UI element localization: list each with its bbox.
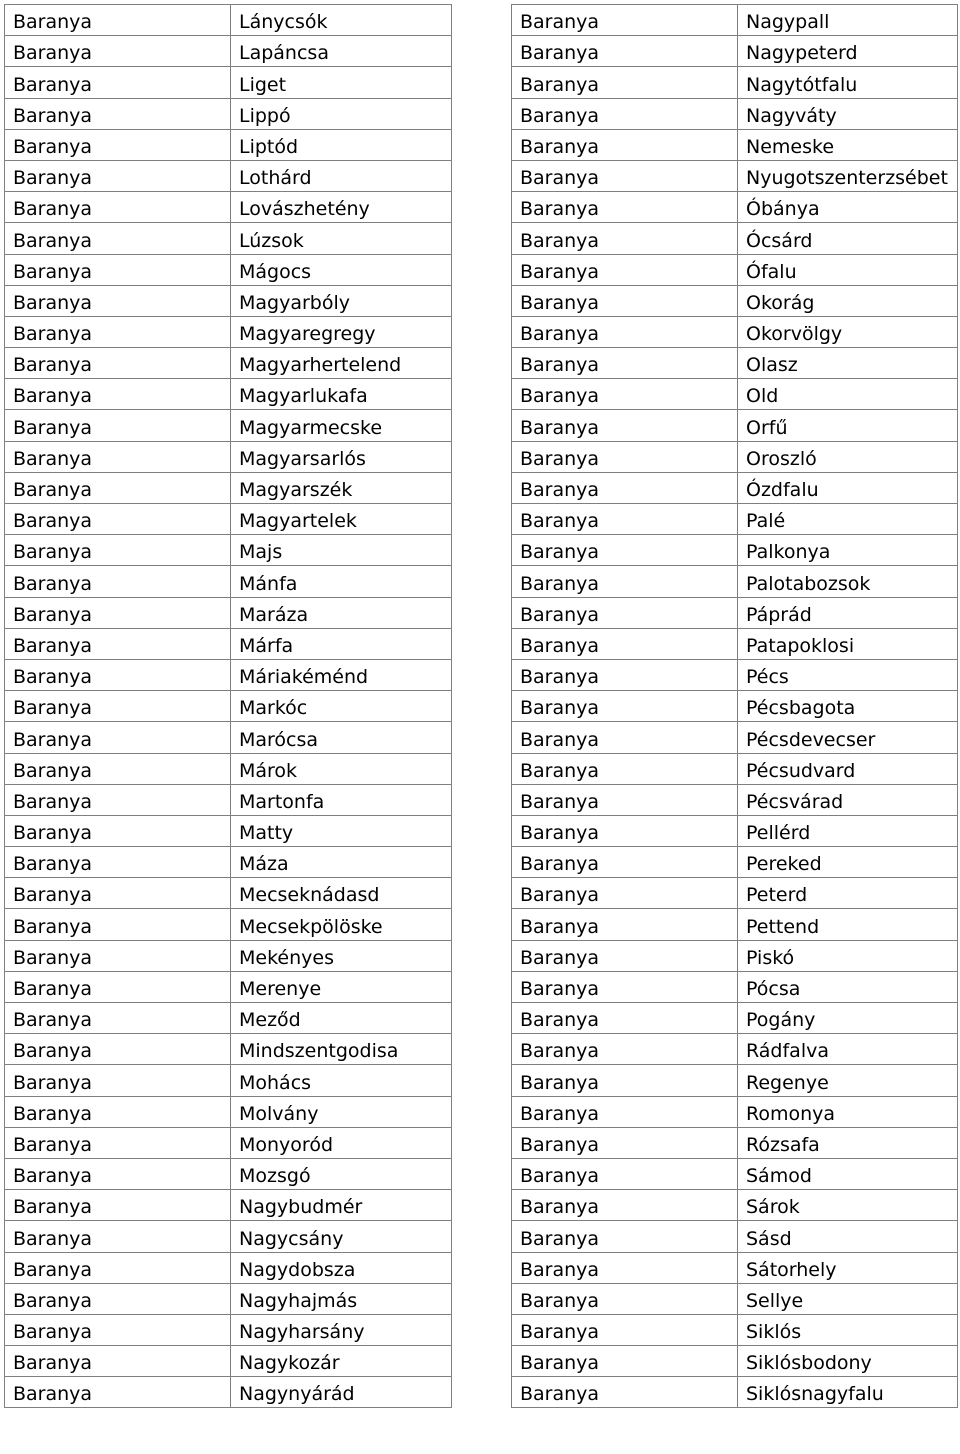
county-cell: Baranya xyxy=(512,1065,738,1096)
county-cell: Baranya xyxy=(5,160,231,191)
settlement-cell: Pereked xyxy=(738,847,958,878)
settlement-cell: Olasz xyxy=(738,348,958,379)
table-row xyxy=(5,504,452,535)
settlement-cell: Palkonya xyxy=(738,535,958,566)
settlement-cell: Lapáncsa xyxy=(231,36,452,67)
county-cell: Baranya xyxy=(512,472,738,503)
table-row xyxy=(512,285,958,316)
settlement-cell: Siklós xyxy=(738,1314,958,1345)
settlement-cell: Nagytótfalu xyxy=(738,67,958,98)
county-cell: Baranya xyxy=(5,535,231,566)
table-row xyxy=(5,316,452,347)
settlement-cell: Pettend xyxy=(738,909,958,940)
county-cell: Baranya xyxy=(5,566,231,597)
settlement-cell: Lippó xyxy=(231,98,452,129)
table-row xyxy=(5,36,452,67)
settlement-cell: Mozsgó xyxy=(231,1158,452,1189)
table-row xyxy=(5,847,452,878)
table-row xyxy=(5,1283,452,1314)
county-cell: Baranya xyxy=(512,784,738,815)
settlement-cell: Markóc xyxy=(231,691,452,722)
county-cell: Baranya xyxy=(512,1190,738,1221)
county-cell: Baranya xyxy=(512,566,738,597)
county-cell: Baranya xyxy=(512,691,738,722)
settlement-cell: Molvány xyxy=(231,1096,452,1127)
settlement-cell: Patapoklosi xyxy=(738,628,958,659)
county-cell: Baranya xyxy=(5,1096,231,1127)
table-row xyxy=(512,1190,958,1221)
table-row xyxy=(5,223,452,254)
county-cell: Baranya xyxy=(5,1127,231,1158)
county-cell: Baranya xyxy=(5,753,231,784)
county-cell: Baranya xyxy=(512,410,738,441)
county-cell: Baranya xyxy=(512,1377,738,1408)
table-row xyxy=(512,98,958,129)
county-cell: Baranya xyxy=(5,98,231,129)
settlement-cell: Palé xyxy=(738,504,958,535)
table-row xyxy=(512,379,958,410)
county-cell: Baranya xyxy=(512,67,738,98)
table-row xyxy=(5,659,452,690)
settlement-cell: Maráza xyxy=(231,597,452,628)
county-cell: Baranya xyxy=(512,129,738,160)
right-table-body xyxy=(512,5,958,1408)
county-cell: Baranya xyxy=(512,1003,738,1034)
county-cell: Baranya xyxy=(512,722,738,753)
county-cell: Baranya xyxy=(512,1314,738,1345)
county-cell: Baranya xyxy=(5,254,231,285)
settlement-cell: Páprád xyxy=(738,597,958,628)
county-cell: Baranya xyxy=(5,379,231,410)
settlement-cell: Sámod xyxy=(738,1158,958,1189)
county-cell: Baranya xyxy=(5,784,231,815)
settlement-cell: Monyoród xyxy=(231,1127,452,1158)
table-row xyxy=(512,67,958,98)
county-cell: Baranya xyxy=(5,1314,231,1345)
county-cell: Baranya xyxy=(5,691,231,722)
county-cell: Baranya xyxy=(5,597,231,628)
settlement-cell: Pellérd xyxy=(738,815,958,846)
settlement-cell: Rózsafa xyxy=(738,1127,958,1158)
county-cell: Baranya xyxy=(5,348,231,379)
table-row xyxy=(5,1314,452,1345)
settlement-cell: Nagyváty xyxy=(738,98,958,129)
settlement-cell: Sárok xyxy=(738,1190,958,1221)
county-cell: Baranya xyxy=(5,441,231,472)
settlement-cell: Magyarhertelend xyxy=(231,348,452,379)
county-cell: Baranya xyxy=(5,504,231,535)
table-row xyxy=(5,597,452,628)
settlement-cell: Magyartelek xyxy=(231,504,452,535)
settlement-cell: Nemeske xyxy=(738,129,958,160)
table-row xyxy=(512,847,958,878)
settlement-cell: Lothárd xyxy=(231,160,452,191)
county-cell: Baranya xyxy=(5,316,231,347)
table-row xyxy=(512,878,958,909)
settlement-cell: Piskó xyxy=(738,940,958,971)
table-row xyxy=(5,160,452,191)
table-row xyxy=(512,1221,958,1252)
county-cell: Baranya xyxy=(5,5,231,36)
table-row xyxy=(5,1252,452,1283)
settlement-cell: Magyarmecske xyxy=(231,410,452,441)
table-row xyxy=(5,1158,452,1189)
county-cell: Baranya xyxy=(5,36,231,67)
table-row xyxy=(5,285,452,316)
table-row xyxy=(512,815,958,846)
county-cell: Baranya xyxy=(5,1003,231,1034)
settlement-cell: Pécsbagota xyxy=(738,691,958,722)
table-row xyxy=(512,753,958,784)
settlement-cell: Mindszentgodisa xyxy=(231,1034,452,1065)
county-cell: Baranya xyxy=(512,847,738,878)
table-row xyxy=(512,1127,958,1158)
settlement-cell: Sellye xyxy=(738,1283,958,1314)
table-row xyxy=(5,878,452,909)
table-row xyxy=(5,254,452,285)
table-row xyxy=(5,815,452,846)
county-cell: Baranya xyxy=(512,223,738,254)
county-cell: Baranya xyxy=(5,67,231,98)
settlement-cell: Márfa xyxy=(231,628,452,659)
settlement-cell: Nagycsány xyxy=(231,1221,452,1252)
county-cell: Baranya xyxy=(512,441,738,472)
table-row xyxy=(5,1065,452,1096)
settlement-cell: Magyarbóly xyxy=(231,285,452,316)
table-row xyxy=(512,722,958,753)
settlement-cell: Nagyharsány xyxy=(231,1314,452,1345)
settlement-cell: Magyarlukafa xyxy=(231,379,452,410)
table-row xyxy=(5,1190,452,1221)
county-cell: Baranya xyxy=(512,535,738,566)
table-row xyxy=(5,441,452,472)
table-row xyxy=(5,753,452,784)
table-row xyxy=(512,691,958,722)
table-row xyxy=(512,410,958,441)
county-cell: Baranya xyxy=(512,1346,738,1377)
settlement-cell: Óbánya xyxy=(738,192,958,223)
settlement-cell: Lovászhetény xyxy=(231,192,452,223)
county-cell: Baranya xyxy=(5,285,231,316)
county-cell: Baranya xyxy=(5,1034,231,1065)
table-row xyxy=(5,722,452,753)
settlement-cell: Nagyhajmás xyxy=(231,1283,452,1314)
settlement-cell: Pécs xyxy=(738,659,958,690)
table-row xyxy=(512,316,958,347)
settlement-cell: Ózdfalu xyxy=(738,472,958,503)
settlement-cell: Mecsekpölöske xyxy=(231,909,452,940)
table-row xyxy=(512,1065,958,1096)
table-row xyxy=(512,1252,958,1283)
county-cell: Baranya xyxy=(512,379,738,410)
settlement-cell: Nagynyárád xyxy=(231,1377,452,1408)
table-row xyxy=(5,628,452,659)
table-row xyxy=(512,472,958,503)
table-row xyxy=(5,784,452,815)
table-row xyxy=(5,1096,452,1127)
settlement-cell: Nagykozár xyxy=(231,1346,452,1377)
table-row xyxy=(5,1003,452,1034)
settlement-cell: Siklósnagyfalu xyxy=(738,1377,958,1408)
table-row xyxy=(512,535,958,566)
settlement-cell: Pogány xyxy=(738,1003,958,1034)
table-row xyxy=(512,1314,958,1345)
table-row xyxy=(512,909,958,940)
table-row xyxy=(512,1283,958,1314)
settlement-cell: Mohács xyxy=(231,1065,452,1096)
left-table-body xyxy=(5,5,452,1408)
table-row xyxy=(512,597,958,628)
settlement-cell: Magyarsarlós xyxy=(231,441,452,472)
table-row xyxy=(5,691,452,722)
settlement-cell: Lánycsók xyxy=(231,5,452,36)
table-row xyxy=(512,36,958,67)
table-row xyxy=(5,410,452,441)
settlement-cell: Nagypall xyxy=(738,5,958,36)
table-row xyxy=(5,472,452,503)
settlement-cell: Márok xyxy=(231,753,452,784)
settlement-cell: Oroszló xyxy=(738,441,958,472)
settlement-cell: Sásd xyxy=(738,1221,958,1252)
settlement-cell: Nagypeterd xyxy=(738,36,958,67)
county-cell: Baranya xyxy=(5,909,231,940)
county-cell: Baranya xyxy=(5,815,231,846)
table-row xyxy=(512,1096,958,1127)
table-row xyxy=(512,1377,958,1408)
county-cell: Baranya xyxy=(512,815,738,846)
settlement-cell: Palotabozsok xyxy=(738,566,958,597)
table-row xyxy=(5,348,452,379)
right-table xyxy=(511,4,958,1408)
table-row xyxy=(512,223,958,254)
county-cell: Baranya xyxy=(512,909,738,940)
county-cell: Baranya xyxy=(512,1096,738,1127)
county-cell: Baranya xyxy=(512,628,738,659)
county-cell: Baranya xyxy=(5,1221,231,1252)
settlement-cell: Majs xyxy=(231,535,452,566)
settlement-cell: Mánfa xyxy=(231,566,452,597)
county-cell: Baranya xyxy=(5,628,231,659)
settlement-cell: Nagydobsza xyxy=(231,1252,452,1283)
table-row xyxy=(5,5,452,36)
settlement-cell: Ócsárd xyxy=(738,223,958,254)
table-row xyxy=(512,940,958,971)
county-cell: Baranya xyxy=(512,504,738,535)
table-row xyxy=(5,379,452,410)
settlement-cell: Liptód xyxy=(231,129,452,160)
table-row xyxy=(512,628,958,659)
table-row xyxy=(512,160,958,191)
county-cell: Baranya xyxy=(512,348,738,379)
settlement-cell: Ófalu xyxy=(738,254,958,285)
county-cell: Baranya xyxy=(512,98,738,129)
settlement-cell: Old xyxy=(738,379,958,410)
table-row xyxy=(5,98,452,129)
county-cell: Baranya xyxy=(5,1252,231,1283)
county-cell: Baranya xyxy=(512,254,738,285)
settlement-cell: Okorág xyxy=(738,285,958,316)
county-cell: Baranya xyxy=(512,659,738,690)
table-row xyxy=(5,67,452,98)
settlement-cell: Orfű xyxy=(738,410,958,441)
settlement-cell: Nyugotszenterzsébet xyxy=(738,160,958,191)
settlement-cell: Meződ xyxy=(231,1003,452,1034)
table-row xyxy=(5,535,452,566)
table-row xyxy=(5,192,452,223)
table-row xyxy=(5,940,452,971)
county-cell: Baranya xyxy=(512,160,738,191)
table-row xyxy=(5,971,452,1002)
county-cell: Baranya xyxy=(512,1252,738,1283)
county-cell: Baranya xyxy=(5,878,231,909)
table-row xyxy=(512,192,958,223)
county-cell: Baranya xyxy=(5,410,231,441)
county-cell: Baranya xyxy=(5,1158,231,1189)
settlement-cell: Mágocs xyxy=(231,254,452,285)
county-cell: Baranya xyxy=(512,36,738,67)
county-cell: Baranya xyxy=(512,1034,738,1065)
table-row xyxy=(5,566,452,597)
table-row xyxy=(512,504,958,535)
table-row xyxy=(512,566,958,597)
settlement-cell: Máza xyxy=(231,847,452,878)
table-row xyxy=(512,129,958,160)
settlement-cell: Matty xyxy=(231,815,452,846)
table-row xyxy=(5,129,452,160)
settlement-cell: Regenye xyxy=(738,1065,958,1096)
county-cell: Baranya xyxy=(512,316,738,347)
county-cell: Baranya xyxy=(512,1221,738,1252)
county-cell: Baranya xyxy=(512,5,738,36)
table-row xyxy=(512,1003,958,1034)
settlement-cell: Pécsudvard xyxy=(738,753,958,784)
table-row xyxy=(512,348,958,379)
county-cell: Baranya xyxy=(512,940,738,971)
county-cell: Baranya xyxy=(512,597,738,628)
settlement-cell: Rádfalva xyxy=(738,1034,958,1065)
county-cell: Baranya xyxy=(5,1065,231,1096)
county-cell: Baranya xyxy=(512,1283,738,1314)
table-row xyxy=(5,1034,452,1065)
table-row xyxy=(5,1377,452,1408)
settlement-cell: Nagybudmér xyxy=(231,1190,452,1221)
table-row xyxy=(512,1034,958,1065)
table-row xyxy=(5,1346,452,1377)
table-row xyxy=(512,784,958,815)
county-cell: Baranya xyxy=(512,1127,738,1158)
settlement-cell: Pécsvárad xyxy=(738,784,958,815)
settlement-cell: Marócsa xyxy=(231,722,452,753)
table-row xyxy=(512,659,958,690)
county-cell: Baranya xyxy=(5,472,231,503)
county-cell: Baranya xyxy=(5,1283,231,1314)
left-table xyxy=(4,4,452,1408)
county-cell: Baranya xyxy=(512,285,738,316)
table-row xyxy=(5,1221,452,1252)
county-cell: Baranya xyxy=(5,129,231,160)
settlement-cell: Siklósbodony xyxy=(738,1346,958,1377)
settlement-cell: Pócsa xyxy=(738,971,958,1002)
table-row xyxy=(512,5,958,36)
county-cell: Baranya xyxy=(512,971,738,1002)
settlement-cell: Martonfa xyxy=(231,784,452,815)
table-row xyxy=(512,1346,958,1377)
county-cell: Baranya xyxy=(5,192,231,223)
settlement-cell: Merenye xyxy=(231,971,452,1002)
county-cell: Baranya xyxy=(5,940,231,971)
county-cell: Baranya xyxy=(5,659,231,690)
table-row xyxy=(512,254,958,285)
settlement-cell: Sátorhely xyxy=(738,1252,958,1283)
county-cell: Baranya xyxy=(512,192,738,223)
table-row xyxy=(512,1158,958,1189)
county-cell: Baranya xyxy=(5,722,231,753)
table-row xyxy=(512,971,958,1002)
table-row xyxy=(512,441,958,472)
county-cell: Baranya xyxy=(5,223,231,254)
settlement-cell: Pécsdevecser xyxy=(738,722,958,753)
settlement-cell: Mekényes xyxy=(231,940,452,971)
settlement-cell: Lúzsok xyxy=(231,223,452,254)
settlement-cell: Okorvölgy xyxy=(738,316,958,347)
county-cell: Baranya xyxy=(512,878,738,909)
settlement-cell: Romonya xyxy=(738,1096,958,1127)
settlement-cell: Liget xyxy=(231,67,452,98)
county-cell: Baranya xyxy=(5,1377,231,1408)
settlement-cell: Mecseknádasd xyxy=(231,878,452,909)
settlement-cell: Máriakéménd xyxy=(231,659,452,690)
county-cell: Baranya xyxy=(5,847,231,878)
table-row xyxy=(5,909,452,940)
county-cell: Baranya xyxy=(5,1346,231,1377)
settlement-cell: Magyarszék xyxy=(231,472,452,503)
settlement-cell: Magyaregregy xyxy=(231,316,452,347)
county-cell: Baranya xyxy=(5,1190,231,1221)
settlement-cell: Peterd xyxy=(738,878,958,909)
county-cell: Baranya xyxy=(512,753,738,784)
table-row xyxy=(5,1127,452,1158)
county-cell: Baranya xyxy=(512,1158,738,1189)
county-cell: Baranya xyxy=(5,971,231,1002)
